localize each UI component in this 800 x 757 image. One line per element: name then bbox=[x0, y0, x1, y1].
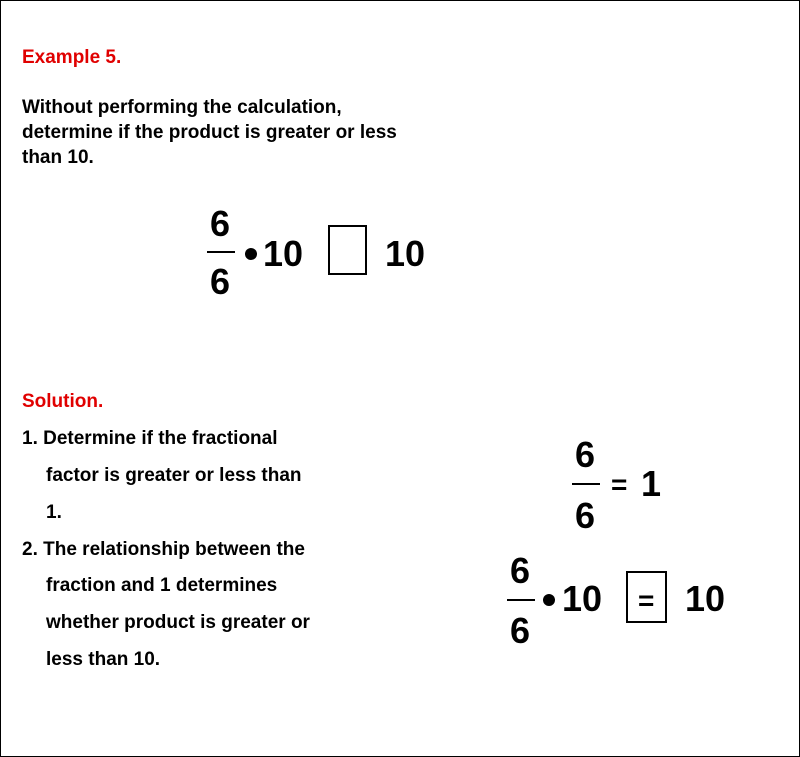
problem-line-2: determine if the product is greater or less bbox=[22, 122, 397, 143]
solution-expr-multiplier: 10 bbox=[562, 578, 603, 619]
comparison-answer-box[interactable] bbox=[328, 225, 367, 275]
solution-fraction-bar bbox=[572, 483, 600, 485]
problem-line-1: Without performing the calculation, bbox=[22, 97, 342, 118]
solution-expr-denominator: 6 bbox=[510, 610, 531, 651]
solution-fraction-value: 1 bbox=[641, 463, 662, 504]
problem-rhs: 10 bbox=[385, 233, 426, 274]
solution-expr-numerator: 6 bbox=[510, 550, 531, 591]
multiply-dot bbox=[245, 248, 257, 260]
solution-fraction-denominator: 6 bbox=[575, 495, 596, 536]
solution-title: Solution. bbox=[22, 391, 104, 412]
solution-comparison-box bbox=[626, 571, 667, 623]
solution-expr-rhs: 10 bbox=[685, 578, 726, 619]
solution-line-3: 1. bbox=[46, 502, 62, 523]
solution-line-4: 2. The relationship between the bbox=[22, 539, 305, 560]
solution-line-7: less than 10. bbox=[46, 649, 161, 670]
solution-multiply-dot bbox=[543, 594, 555, 606]
solution-line-1: 1. Determine if the fractional bbox=[22, 428, 278, 449]
solution-line-5: fraction and 1 determines bbox=[46, 575, 278, 596]
solution-line-2: factor is greater or less than bbox=[46, 465, 302, 486]
solution-line-6: whether product is greater or bbox=[46, 612, 310, 633]
solution-fraction-numerator: 6 bbox=[575, 434, 596, 475]
example-title: Example 5. bbox=[22, 47, 122, 68]
problem-multiplier: 10 bbox=[263, 233, 304, 274]
equals-sign: = bbox=[611, 469, 628, 500]
problem-fraction-bar bbox=[207, 251, 235, 253]
problem-line-3: than 10. bbox=[22, 147, 94, 168]
solution-expr-fraction-bar bbox=[507, 599, 535, 601]
problem-numerator: 6 bbox=[210, 203, 231, 244]
problem-denominator: 6 bbox=[210, 261, 231, 302]
solution-comparison-symbol: = bbox=[638, 585, 655, 616]
